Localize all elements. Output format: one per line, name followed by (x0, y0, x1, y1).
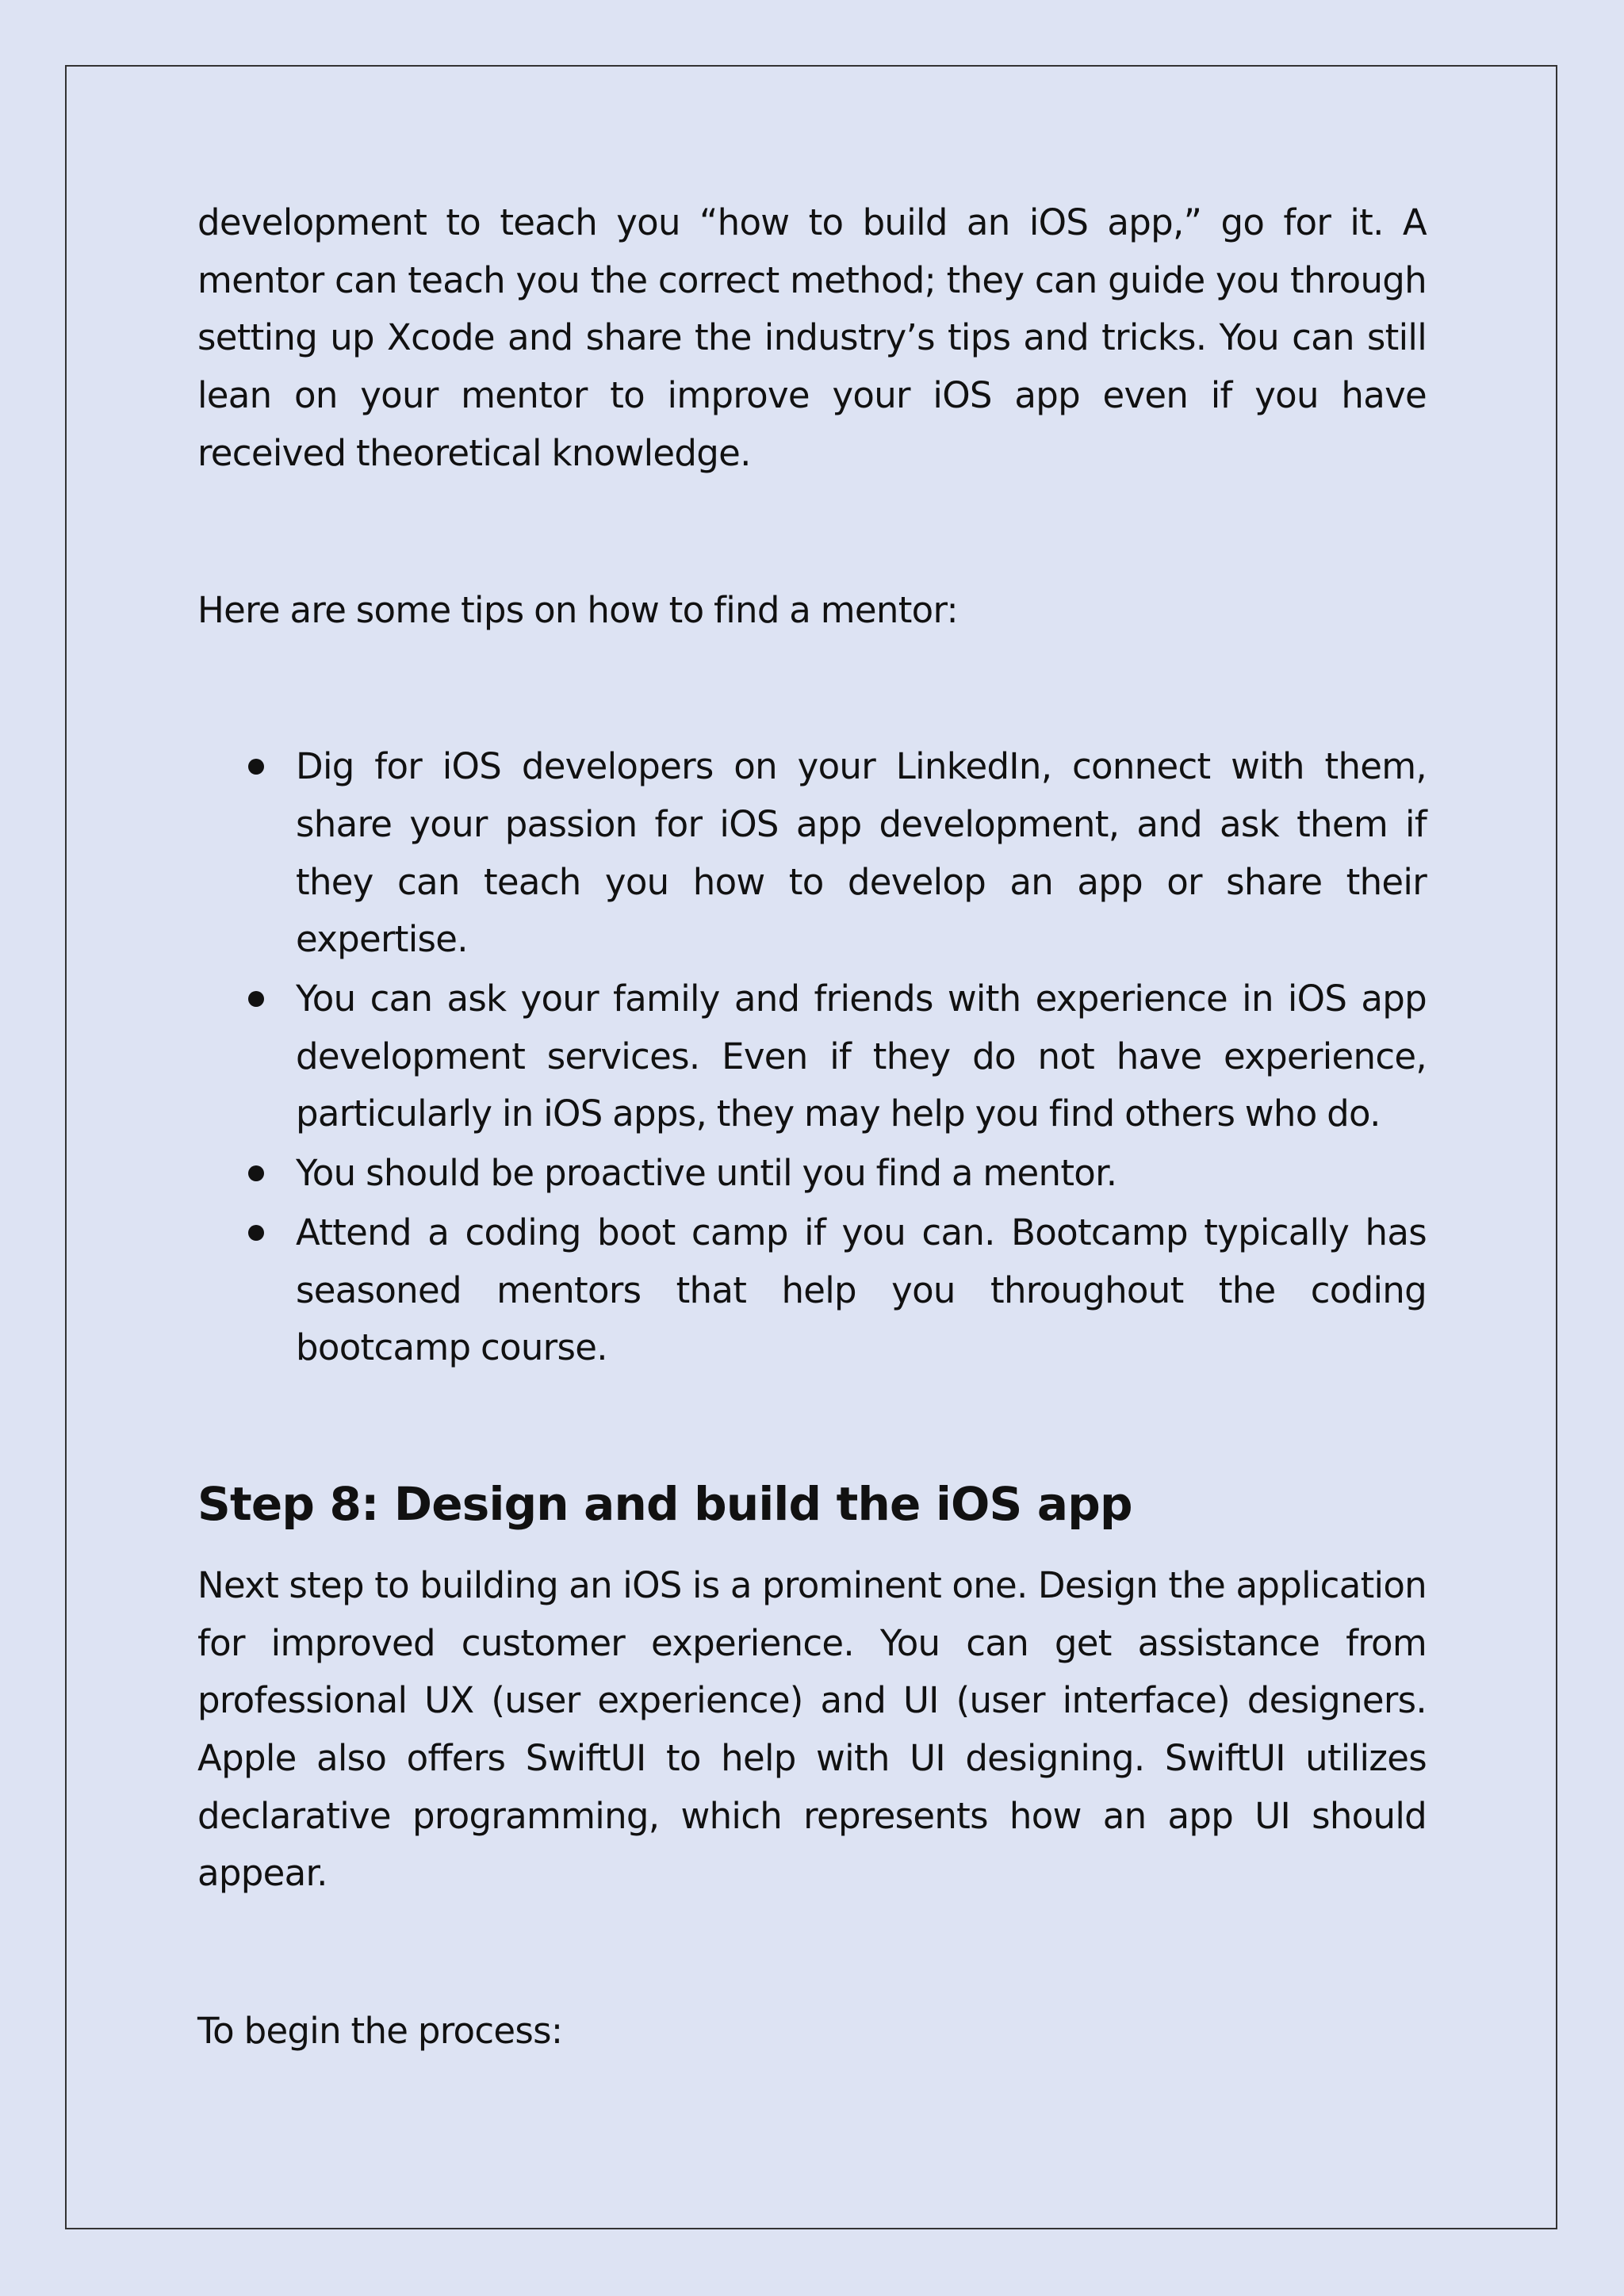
list-item (197, 1145, 1427, 1203)
step-paragraph: Next step to building an iOS is a prominent one. Design the application for improved customer experience. You can get assistance from professional UX (user experience) and UI (user interface) designers. Apple also offers SwiftUI to help with UI designing. SwiftUI utilizes declarative programming, which represents how an app UI should appear. (197, 1563, 1427, 1895)
mentor-tips-list (197, 738, 1427, 1377)
bullet-icon (248, 1165, 264, 1181)
process-intro: To begin the process: (197, 2010, 563, 2053)
list-item-text: Dig for iOS developers on your LinkedIn, connect with them, share your passion for iOS app development, and ask them if they can teach you how to develop an app or share their expertise. (296, 745, 1427, 961)
tips-intro: Here are some tips on how to find a mentor: (197, 588, 958, 631)
list-item (197, 970, 1427, 1143)
list-item (197, 738, 1427, 969)
document-content (197, 194, 1427, 2061)
list-item-text: Attend a coding boot camp if you can. Bootcamp typically has seasoned mentors that help you throughout the coding bootcamp course. (296, 1211, 1427, 1369)
intro-paragraph: development to teach you “how to build an iOS app,” go for it. A mentor can teach you the correct method; they can guide you through setting up Xcode and share the industry’s tips and tricks. You can still lean on your mentor to improve your iOS app even if you have received theoretical knowledge. (197, 201, 1427, 474)
list-item (197, 1204, 1427, 1377)
bullet-icon (248, 991, 264, 1007)
list-item-text: You should be proactive until you find a mentor. (296, 1152, 1117, 1195)
list-item-text: You can ask your family and friends with experience in iOS app development services. Even if they do not have experience, particularly in iOS apps, they may help you find others who do. (296, 978, 1427, 1135)
bullet-icon (248, 759, 264, 775)
bullet-icon (248, 1225, 264, 1241)
step-heading: Step 8: Design and build the iOS app (197, 1476, 1132, 1531)
